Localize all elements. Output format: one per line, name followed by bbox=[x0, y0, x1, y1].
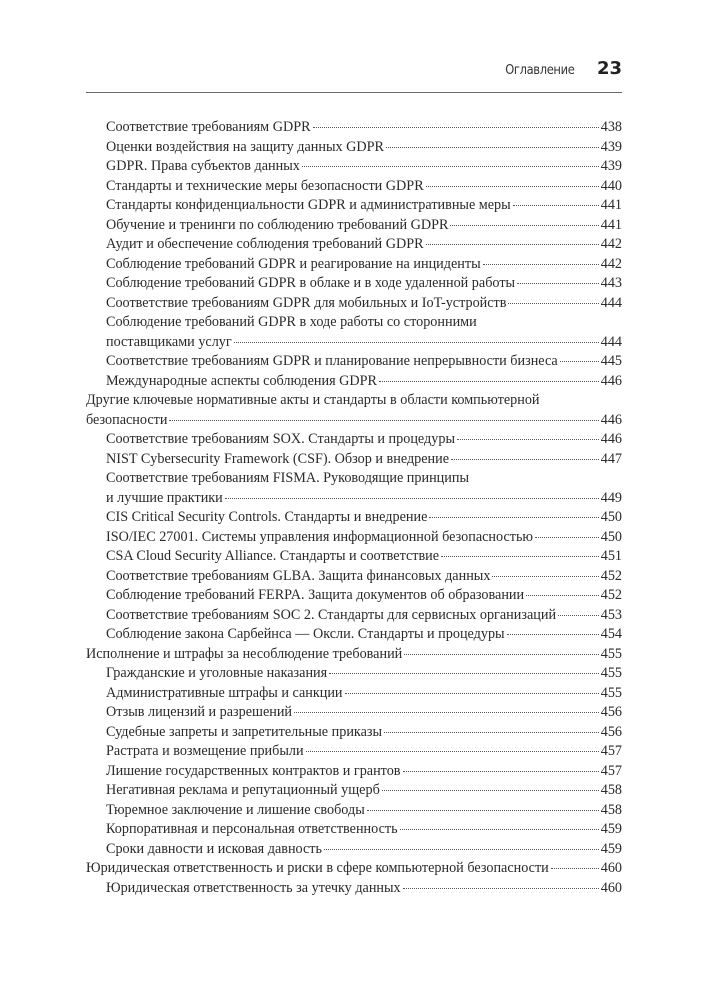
running-header bbox=[86, 56, 622, 93]
toc-subsection-entry[interactable] bbox=[86, 118, 622, 138]
dot-leader bbox=[403, 771, 599, 772]
toc-entry-line bbox=[86, 820, 622, 840]
toc-entry-page: 451 bbox=[600, 548, 622, 564]
toc-entry-title: CSA Cloud Security Alliance. Стандарты и соответствие bbox=[106, 548, 440, 564]
toc-entry-page: 456 bbox=[600, 704, 622, 720]
toc-entry-line bbox=[86, 645, 622, 665]
toc-subsection-entry[interactable] bbox=[86, 879, 622, 899]
toc-subsection-entry[interactable] bbox=[86, 313, 622, 352]
toc-entry-line bbox=[86, 859, 622, 879]
toc-entry-title: Гражданские и уголовные наказания bbox=[106, 665, 328, 681]
toc-entry-line bbox=[86, 138, 622, 158]
toc-entry-page: 458 bbox=[600, 801, 622, 818]
toc-subsection-entry[interactable] bbox=[86, 742, 622, 762]
toc-entry-title: Соблюдение закона Сарбейнса — Оксли. Стандарты и процедуры bbox=[106, 626, 505, 642]
toc-entry-line bbox=[86, 508, 622, 528]
toc-subsection-entry[interactable] bbox=[86, 352, 622, 372]
toc-subsection-entry[interactable] bbox=[86, 762, 622, 782]
toc-entry-page: 439 bbox=[600, 158, 622, 174]
dot-leader bbox=[526, 595, 599, 596]
toc-entry-line bbox=[86, 450, 622, 470]
toc-subsection-entry[interactable] bbox=[86, 781, 622, 801]
toc-entry-title: Лишение государственных контрактов и грантов bbox=[106, 762, 401, 779]
toc-entry-title: Административные штрафы и санкции bbox=[106, 684, 343, 701]
toc-entry-line bbox=[86, 625, 622, 645]
toc-entry-line bbox=[86, 664, 622, 684]
dot-leader bbox=[386, 147, 599, 148]
toc-entry-line bbox=[86, 411, 622, 431]
toc-subsection-entry[interactable] bbox=[86, 450, 622, 470]
toc-entry-page: 444 bbox=[600, 333, 622, 350]
toc-entry-page: 446 bbox=[600, 431, 622, 447]
toc-entry-title: Судебные запреты и запретительные приказы bbox=[106, 723, 383, 740]
dot-leader bbox=[441, 556, 599, 557]
toc-entry-line bbox=[86, 294, 622, 314]
toc-subsection-entry[interactable] bbox=[86, 801, 622, 821]
dot-leader bbox=[517, 283, 599, 284]
toc-entry-line bbox=[86, 313, 622, 333]
toc-entry-page: 460 bbox=[600, 860, 622, 876]
toc-entry-line bbox=[86, 684, 622, 704]
toc-entry-title: Корпоративная и персональная ответственность bbox=[106, 821, 398, 837]
page-number: 23 bbox=[596, 58, 622, 79]
toc-entry-line bbox=[86, 606, 622, 626]
toc-entry-page: 460 bbox=[600, 879, 622, 896]
toc-entry-line bbox=[86, 372, 622, 392]
toc-entry-line bbox=[86, 703, 622, 723]
toc-subsection-entry[interactable] bbox=[86, 235, 622, 255]
toc-entry-title: Соответствие требованиям SOC 2. Стандарты для сервисных организаций bbox=[106, 606, 557, 623]
toc-entry-page: 452 bbox=[600, 587, 622, 603]
toc-entry-title: Соблюдение требований FERPA. Защита документов об образовании bbox=[106, 587, 525, 603]
toc-entry-title: Растрата и возмещение прибыли bbox=[106, 743, 304, 759]
dot-leader bbox=[403, 888, 599, 889]
toc-entry-title: ISO/IEC 27001. Системы управления информационной безопасностью bbox=[106, 528, 534, 545]
toc-entry-line bbox=[86, 586, 622, 606]
toc-entry-title: и лучшие практики bbox=[106, 489, 223, 506]
toc-entry-page: 450 bbox=[600, 509, 622, 525]
dot-leader bbox=[508, 303, 598, 304]
dot-leader bbox=[225, 498, 599, 499]
toc-entry-line bbox=[86, 840, 622, 860]
dot-leader bbox=[379, 381, 599, 382]
toc-entry-title: NIST Cybersecurity Framework (CSF). Обзор и внедрение bbox=[106, 450, 450, 467]
dot-leader bbox=[426, 244, 599, 245]
toc-subsection-entry[interactable] bbox=[86, 255, 622, 275]
toc-entry-title: Соответствие требованиям GDPR bbox=[106, 119, 311, 135]
toc-entry-page: 459 bbox=[600, 840, 622, 857]
toc-subsection-entry[interactable] bbox=[86, 547, 622, 567]
dot-leader bbox=[382, 790, 599, 791]
toc-subsection-entry[interactable] bbox=[86, 177, 622, 197]
toc-entry-page: 443 bbox=[600, 275, 622, 291]
toc-entry-line bbox=[86, 255, 622, 275]
toc-subsection-entry[interactable] bbox=[86, 606, 622, 626]
toc-entry-page: 452 bbox=[600, 567, 622, 584]
toc-subsection-entry[interactable] bbox=[86, 625, 622, 645]
toc-subsection-entry[interactable] bbox=[86, 274, 622, 294]
dot-leader bbox=[483, 264, 599, 265]
toc-entry-line bbox=[86, 391, 622, 411]
toc-entry-title: Сроки давности и исковая давность bbox=[106, 840, 322, 857]
toc-entry-page: 441 bbox=[600, 216, 622, 233]
dot-leader bbox=[384, 732, 599, 733]
toc-entry-page: 438 bbox=[600, 119, 622, 135]
toc-entry-page: 445 bbox=[600, 353, 622, 369]
toc-entry-title: Соблюдение требований GDPR в облаке и в ходе удаленной работы bbox=[106, 275, 516, 291]
toc-entry-title: Международные аспекты соблюдения GDPR bbox=[106, 372, 377, 389]
toc-entry-page: 457 bbox=[600, 762, 622, 779]
toc-subsection-entry[interactable] bbox=[86, 372, 622, 392]
toc-entry-title: поставщиками услуг bbox=[106, 333, 232, 350]
toc-subsection-entry[interactable] bbox=[86, 157, 622, 177]
toc-entry-page: 455 bbox=[600, 645, 622, 662]
dot-leader bbox=[451, 459, 599, 460]
toc-entry-page: 439 bbox=[600, 138, 622, 155]
toc-entry-line bbox=[86, 333, 622, 353]
toc-subsection-entry[interactable] bbox=[86, 586, 622, 606]
toc-subsection-entry[interactable] bbox=[86, 196, 622, 216]
dot-leader bbox=[404, 654, 598, 655]
dot-leader bbox=[450, 225, 598, 226]
toc-entry-page: 446 bbox=[600, 372, 622, 389]
toc-entry-page: 450 bbox=[600, 528, 622, 545]
toc-entry-title: Обучение и тренинги по соблюдению требований GDPR bbox=[106, 216, 449, 233]
toc-entry-page: 457 bbox=[600, 743, 622, 759]
toc-entry-title: Соответствие требованиям GLBA. Защита финансовых данных bbox=[106, 567, 491, 584]
toc-entry-line bbox=[86, 528, 622, 548]
toc-entry-title: Аудит и обеспечение соблюдения требований GDPR bbox=[106, 236, 424, 252]
dot-leader bbox=[313, 127, 599, 128]
toc-entry-line bbox=[86, 274, 622, 294]
dot-leader bbox=[302, 166, 599, 167]
toc-subsection-entry[interactable] bbox=[86, 508, 622, 528]
toc-entry-line bbox=[86, 762, 622, 782]
toc-entry-page: 454 bbox=[600, 626, 622, 642]
toc-entry-title: Стандарты конфиденциальности GDPR и административные меры bbox=[106, 197, 511, 213]
toc-entry-page: 455 bbox=[600, 665, 622, 681]
toc-entry-line bbox=[86, 742, 622, 762]
toc-entry-line bbox=[86, 489, 622, 509]
dot-leader bbox=[551, 868, 599, 869]
dot-leader bbox=[324, 849, 599, 850]
toc-entry-title: Стандарты и технические меры безопасности GDPR bbox=[106, 177, 424, 194]
toc-subsection-entry[interactable] bbox=[86, 684, 622, 704]
toc-section-entry[interactable] bbox=[86, 645, 622, 665]
dot-leader bbox=[329, 673, 599, 674]
toc-entry-title: Соответствие требованиям GDPR для мобильных и IoT-устройств bbox=[106, 294, 507, 311]
toc-subsection-entry[interactable] bbox=[86, 430, 622, 450]
toc-entry-title: Юридическая ответственность и риски в сфере компьютерной безопасности bbox=[86, 860, 549, 876]
toc-subsection-entry[interactable] bbox=[86, 469, 622, 508]
toc-subsection-entry[interactable] bbox=[86, 664, 622, 684]
toc-entry-title: Негативная реклама и репутационный ущерб bbox=[106, 782, 380, 798]
toc-entry-line bbox=[86, 723, 622, 743]
toc-subsection-entry[interactable] bbox=[86, 294, 622, 314]
toc-entry-page: 442 bbox=[600, 236, 622, 252]
toc-entry-title: Исполнение и штрафы за несоблюдение требований bbox=[86, 645, 403, 662]
toc-entry-title: безопасности bbox=[86, 411, 168, 428]
toc-entry-page: 458 bbox=[600, 782, 622, 798]
toc-entry-title: Юридическая ответственность за утечку данных bbox=[106, 879, 401, 896]
toc-entry-title: Соответствие требованиям GDPR и планирование непрерывности бизнеса bbox=[106, 353, 558, 369]
toc-entry-page: 449 bbox=[600, 489, 622, 506]
toc-entry-page: 455 bbox=[600, 684, 622, 701]
running-header-title: Оглавление bbox=[504, 62, 574, 78]
toc-subsection-entry[interactable] bbox=[86, 216, 622, 236]
toc-entry-page: 444 bbox=[600, 294, 622, 311]
toc-entry-page: 446 bbox=[600, 411, 622, 428]
toc-entry-line bbox=[86, 469, 622, 489]
toc-entry-page: 440 bbox=[600, 177, 622, 194]
toc-entry-page: 441 bbox=[600, 197, 622, 213]
dot-leader bbox=[535, 537, 599, 538]
toc-entry-line bbox=[86, 235, 622, 255]
toc-entry-line bbox=[86, 216, 622, 236]
toc-entry-line bbox=[86, 801, 622, 821]
toc-entry-title: Оценки воздействия на защиту данных GDPR bbox=[106, 138, 384, 155]
dot-leader bbox=[507, 634, 599, 635]
toc-entry-line bbox=[86, 879, 622, 899]
dot-leader bbox=[492, 576, 598, 577]
toc-entry-line bbox=[86, 781, 622, 801]
table-of-contents bbox=[86, 118, 622, 898]
toc-entry-line bbox=[86, 567, 622, 587]
toc-entry-title: Соответствие требованиям FISMA. Руководящие принципы bbox=[106, 470, 469, 486]
toc-entry-page: 456 bbox=[600, 723, 622, 740]
dot-leader bbox=[294, 712, 599, 713]
toc-entry-line bbox=[86, 547, 622, 567]
dot-leader bbox=[234, 342, 599, 343]
toc-section-entry[interactable] bbox=[86, 859, 622, 879]
toc-subsection-entry[interactable] bbox=[86, 703, 622, 723]
toc-subsection-entry[interactable] bbox=[86, 723, 622, 743]
toc-subsection-entry[interactable] bbox=[86, 528, 622, 548]
toc-entry-line bbox=[86, 430, 622, 450]
dot-leader bbox=[426, 186, 599, 187]
toc-entry-title: Отзыв лицензий и разрешений bbox=[106, 704, 293, 720]
toc-entry-title: GDPR. Права субъектов данных bbox=[106, 158, 300, 174]
toc-entry-line bbox=[86, 157, 622, 177]
toc-entry-title: Соблюдение требований GDPR и реагирование на инциденты bbox=[106, 255, 481, 272]
toc-entry-title: Другие ключевые нормативные акты и стандарты в области компьютерной bbox=[86, 392, 540, 408]
dot-leader bbox=[400, 829, 599, 830]
dot-leader bbox=[513, 205, 599, 206]
toc-section-entry[interactable] bbox=[86, 391, 622, 430]
toc-subsection-entry[interactable] bbox=[86, 138, 622, 158]
toc-entry-page: 453 bbox=[600, 606, 622, 623]
toc-entry-page: 459 bbox=[600, 821, 622, 837]
dot-leader bbox=[429, 517, 598, 518]
toc-subsection-entry[interactable] bbox=[86, 567, 622, 587]
dot-leader bbox=[169, 420, 598, 421]
toc-entry-page: 442 bbox=[600, 255, 622, 272]
toc-subsection-entry[interactable] bbox=[86, 820, 622, 840]
dot-leader bbox=[558, 615, 599, 616]
toc-entry-line bbox=[86, 118, 622, 138]
toc-entry-title: CIS Critical Security Controls. Стандарты и внедрение bbox=[106, 509, 428, 525]
toc-entry-title: Соответствие требованиям SOX. Стандарты и процедуры bbox=[106, 431, 455, 447]
toc-entry-line bbox=[86, 352, 622, 372]
toc-entry-title: Соблюдение требований GDPR в ходе работы со сторонними bbox=[106, 314, 477, 330]
dot-leader bbox=[367, 810, 599, 811]
dot-leader bbox=[457, 439, 599, 440]
dot-leader bbox=[560, 361, 599, 362]
toc-entry-line bbox=[86, 177, 622, 197]
toc-entry-title: Тюремное заключение и лишение свободы bbox=[106, 801, 365, 818]
dot-leader bbox=[306, 751, 599, 752]
toc-entry-line bbox=[86, 196, 622, 216]
toc-entry-page: 447 bbox=[600, 450, 622, 467]
toc-subsection-entry[interactable] bbox=[86, 840, 622, 860]
dot-leader bbox=[345, 693, 599, 694]
